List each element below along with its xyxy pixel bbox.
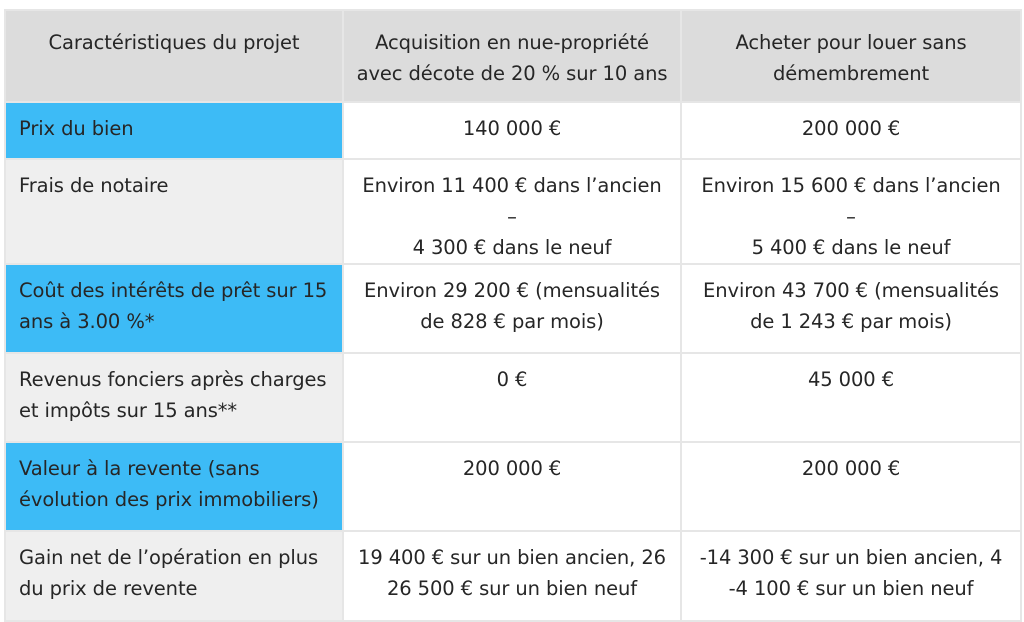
header-characteristics xyxy=(5,10,343,102)
row-label-line1: Prix du bien xyxy=(19,117,134,140)
cell-line1: Environ 11 400 € dans l’ancien – xyxy=(362,174,662,228)
cell-line2: 5 400 € dans le neuf xyxy=(751,236,951,259)
header-buy-to-let xyxy=(681,10,1021,102)
row-label-line1: Coût des intérêts de prêt sur 15 xyxy=(19,279,328,302)
table-row xyxy=(5,353,1021,442)
cell-bare-ownership xyxy=(343,102,681,159)
cell-line1: 200 000 € xyxy=(801,117,901,140)
table-row xyxy=(5,442,1021,531)
row-label-notary-fees xyxy=(5,159,343,264)
cell-bare-ownership xyxy=(343,442,681,531)
row-label-loan-interest xyxy=(5,264,343,353)
row-label-line2: et impôts sur 15 ans** xyxy=(19,399,238,422)
row-label-line2: du prix de revente xyxy=(19,577,198,600)
cell-buy-to-let xyxy=(681,264,1021,353)
row-label-resale-value xyxy=(5,442,343,531)
header-col2-line1: Acquisition en nue-propriété xyxy=(375,31,649,54)
cell-line2: 4 300 € dans le neuf xyxy=(412,236,612,259)
cell-line2: 26 500 € sur un bien neuf xyxy=(386,577,638,600)
cell-line1: 19 400 € sur un bien ancien, 26 xyxy=(358,546,666,569)
cell-line1: Environ 43 700 € (mensualités xyxy=(703,279,999,302)
cell-line1: 0 € xyxy=(496,368,528,391)
row-label-line1: Valeur à la revente (sans xyxy=(19,457,260,480)
cell-line1: -14 300 € sur un bien ancien, 4 xyxy=(699,546,1003,569)
cell-line1: 200 000 € xyxy=(801,457,901,480)
cell-bare-ownership xyxy=(343,159,681,264)
row-label-line1: Revenus fonciers après charges xyxy=(19,368,327,391)
header-bare-ownership xyxy=(343,10,681,102)
table-body xyxy=(5,102,1021,621)
table-header xyxy=(5,10,1021,102)
table-row xyxy=(5,264,1021,353)
row-label-line1: Gain net de l’opération en plus xyxy=(19,546,319,569)
cell-line1: Environ 29 200 € (mensualités xyxy=(364,279,660,302)
header-col1-text: Caractéristiques du projet xyxy=(48,31,300,54)
header-col3-line1: Acheter pour louer sans xyxy=(735,31,967,54)
comparison-table-wrapper xyxy=(4,9,1020,622)
cell-line1: 200 000 € xyxy=(462,457,562,480)
header-row xyxy=(5,10,1021,102)
row-label-line1: Frais de notaire xyxy=(19,174,169,197)
cell-line2: de 828 € par mois) xyxy=(420,310,604,333)
row-label-rental-income xyxy=(5,353,343,442)
cell-line1: 140 000 € xyxy=(462,117,562,140)
cell-buy-to-let xyxy=(681,353,1021,442)
table-row xyxy=(5,102,1021,159)
row-label-line2: ans à 3.00 %* xyxy=(19,310,155,333)
cell-line2: -4 100 € sur un bien neuf xyxy=(728,577,974,600)
cell-bare-ownership xyxy=(343,264,681,353)
table-row xyxy=(5,531,1021,621)
cell-line2: de 1 243 € par mois) xyxy=(750,310,952,333)
cell-buy-to-let xyxy=(681,442,1021,531)
table-row xyxy=(5,159,1021,264)
comparison-table xyxy=(4,9,1022,622)
cell-buy-to-let xyxy=(681,159,1021,264)
header-col2-line2: avec décote de 20 % sur 10 ans xyxy=(356,62,668,85)
row-label-net-gain xyxy=(5,531,343,621)
cell-bare-ownership xyxy=(343,531,681,621)
row-label-line2: évolution des prix immobiliers) xyxy=(19,488,319,511)
cell-line1: 45 000 € xyxy=(807,368,895,391)
cell-buy-to-let xyxy=(681,531,1021,621)
cell-line1: Environ 15 600 € dans l’ancien – xyxy=(701,174,1001,228)
cell-bare-ownership xyxy=(343,353,681,442)
row-label-property-price xyxy=(5,102,343,159)
cell-buy-to-let xyxy=(681,102,1021,159)
header-col3-line2: démembrement xyxy=(772,62,930,85)
